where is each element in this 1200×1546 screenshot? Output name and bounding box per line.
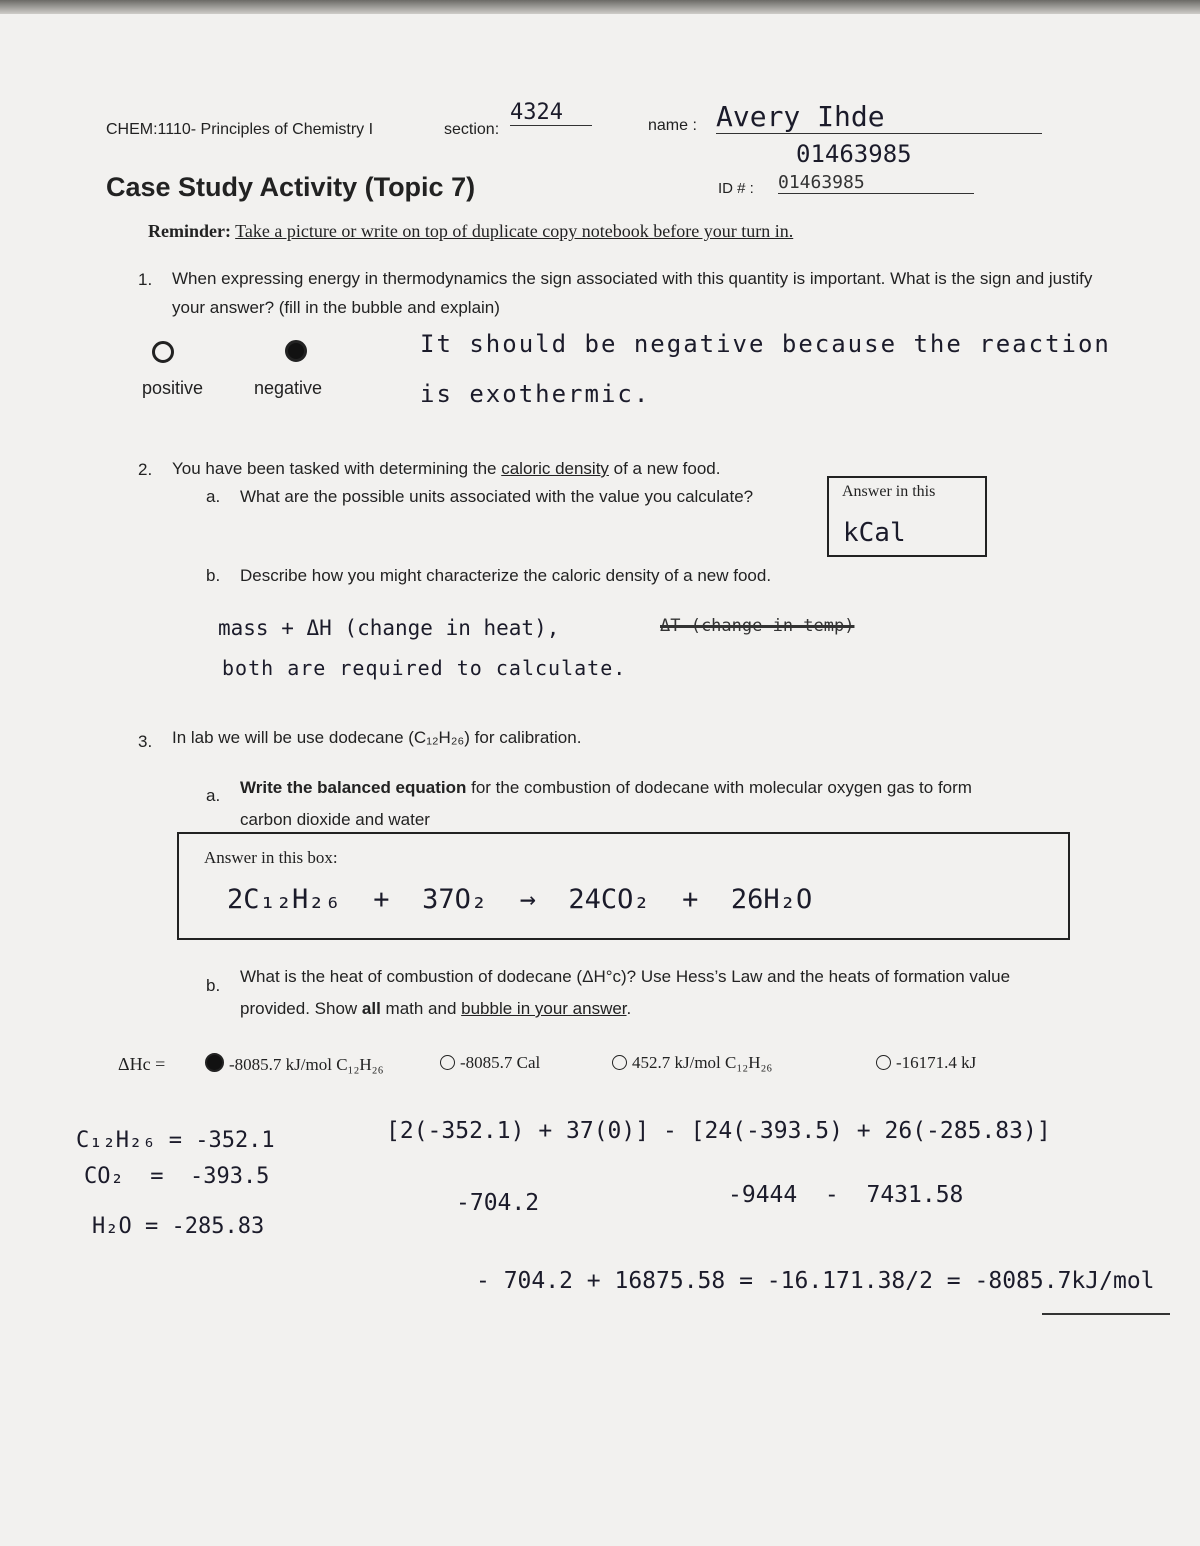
q2a-label: a.	[206, 487, 221, 506]
choice-1-bubble[interactable]	[205, 1053, 224, 1072]
q3b-prompt2-bold: all	[361, 999, 381, 1018]
q2b-answer-line2: both are required to calculate.	[222, 656, 627, 680]
q3b-label: b.	[206, 976, 221, 995]
q3a-prompt-line2: carbon dioxide and water	[240, 810, 430, 829]
q3a-prompt-bold: Write the balanced equation	[240, 778, 467, 797]
negative-label: negative	[254, 378, 323, 398]
section-value: 4324	[510, 100, 592, 126]
name-value: Avery Ihde	[716, 100, 1042, 134]
q3b-prompt2-underlined: bubble in your answer	[461, 999, 627, 1018]
id-label: ID # :	[718, 180, 754, 197]
work-final: - 704.2 + 16875.58 = -16.171.38/2 = -8085.7kJ/mol	[476, 1268, 1155, 1294]
q3-prompt: In lab we will be use dodecane (C₁₂H₂₆) for calibration.	[172, 728, 582, 747]
given-h2o: H₂O = -285.83	[92, 1214, 265, 1239]
negative-bubble[interactable]	[285, 340, 307, 362]
balanced-equation: 2C₁₂H₂₆ + 37O₂ → 24CO₂ + 26H₂O	[227, 884, 813, 915]
q3b-prompt2-a: provided. Show	[240, 999, 362, 1018]
q3b-prompt2-end: .	[626, 999, 632, 1018]
choice-3-bubble[interactable]	[612, 1055, 627, 1070]
id-value: 01463985	[778, 172, 974, 194]
choice-4-text: -16171.4 kJ	[896, 1053, 977, 1072]
choice-2[interactable]	[440, 1053, 540, 1073]
q1-answer-line2: is exothermic.	[420, 380, 651, 408]
q3a-prompt-rest: for the combustion of dodecane with molecular oxygen gas to form	[466, 778, 972, 797]
q2b-prompt: Describe how you might characterize the caloric density of a new food.	[240, 566, 772, 585]
q2b-label: b.	[206, 566, 221, 585]
choice-3[interactable]	[612, 1053, 772, 1073]
hess-expression: [2(-352.1) + 37(0)] - [24(-393.5) + 26(-285.83)]	[386, 1118, 1051, 1144]
work-subtotal-1: -704.2	[456, 1190, 540, 1216]
q3-number: 3.	[138, 732, 153, 751]
q3b-prompt2-b: math and	[380, 999, 462, 1018]
choice-4[interactable]	[876, 1053, 976, 1073]
q2-prompt-underlined: caloric density	[501, 459, 609, 478]
q2-prompt-start: You have been tasked with determining the	[172, 459, 502, 478]
page-title: Case Study Activity (Topic 7)	[106, 172, 476, 202]
q2a-answer-box	[827, 476, 987, 557]
q3b-prompt-line1: What is the heat of combustion of dodecane (ΔH°c)? Use Hess’s Law and the heats of formation value	[240, 967, 1011, 986]
student-number: 01463985	[796, 140, 912, 168]
q3a-answer-box	[177, 832, 1070, 940]
choice-2-text: -8085.7 Cal	[460, 1053, 541, 1072]
course-label: CHEM:1110- Principles of Chemistry I	[106, 121, 374, 138]
q3a-label: a.	[206, 786, 221, 805]
q1-prompt: When expressing energy in thermodynamics the sign associated with this quantity is important. What is the sign and justify your answer? (fill in the bubble and explain)	[172, 269, 1093, 317]
q1-answer-line1: It should be negative because the reaction	[420, 330, 1111, 358]
work-subtotal-2: -9444 - 7431.58	[728, 1182, 964, 1208]
q2a-answer: kCal	[843, 518, 906, 548]
reminder-label: Reminder:	[148, 221, 231, 241]
q2-prompt-end: of a new food.	[608, 459, 721, 478]
given-dodecane: C₁₂H₂₆ = -352.1	[76, 1128, 275, 1153]
q3a-box-label: Answer in this box:	[204, 848, 338, 867]
given-co2: CO₂ = -393.5	[84, 1164, 270, 1189]
name-label: name :	[648, 117, 697, 134]
choice-2-bubble[interactable]	[440, 1055, 455, 1070]
q2-number: 2.	[138, 460, 153, 479]
q2a-box-label: Answer in this	[842, 483, 936, 500]
final-answer-underline	[1042, 1313, 1170, 1315]
q2a-prompt: What are the possible units associated with the value you calculate?	[240, 487, 754, 506]
q2b-crossed-out: ΔT (change in temp)	[660, 616, 855, 636]
q3b-prompt-line2	[240, 999, 631, 1019]
reminder-text: Take a picture or write on top of duplicate copy notebook before your turn in.	[235, 221, 794, 241]
section-label: section:	[444, 121, 500, 138]
photo-shadow	[0, 0, 1200, 14]
choice-3-text: 452.7 kJ/mol C₁₂H₂₆	[632, 1053, 773, 1072]
q3a-prompt	[240, 778, 972, 798]
choice-4-bubble[interactable]	[876, 1055, 891, 1070]
q2-prompt	[172, 459, 720, 479]
q2b-answer-line1: mass + ΔH (change in heat),	[218, 616, 560, 640]
positive-label: positive	[142, 378, 204, 398]
positive-bubble[interactable]	[152, 341, 174, 363]
dh-label: ΔHc =	[118, 1054, 166, 1074]
choice-1[interactable]	[205, 1053, 384, 1075]
q1-number: 1.	[138, 270, 153, 289]
choice-1-text: -8085.7 kJ/mol C₁₂H₂₆	[229, 1055, 384, 1074]
